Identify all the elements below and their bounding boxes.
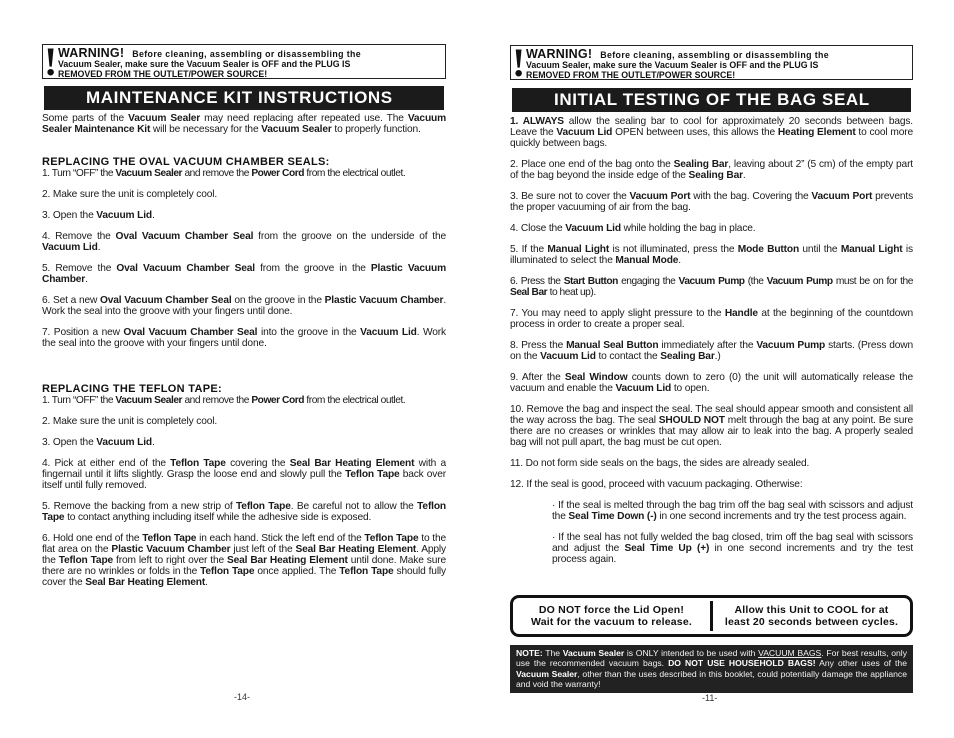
list-item: 4. Pick at either end of the Teflon Tape covering the Seal Bar Heating Element with a fingernail until it lifts slightly. Grasp the loose end and slowly pull the Teflon Tape back over itself until fully removed. <box>42 458 446 491</box>
list-item: · If the seal is melted through the bag trim off the bag seal with scissors and adjust the Seal Time Down (-) in one second increments and try the test process again. <box>552 500 913 522</box>
exclamation-icon: ! <box>512 40 526 85</box>
tape-heading: REPLACING THE TEFLON TAPE: <box>42 383 222 395</box>
list-item: 4. Close the Vacuum Lid while holding the bag in place. <box>510 223 756 234</box>
cooling-caution: Allow this Unit to COOL for at least 20 seconds between cycles. <box>724 604 899 628</box>
list-item: 11. Do not form side seals on the bags, the sides are already sealed. <box>510 458 810 469</box>
maintenance-content <box>42 113 446 145</box>
list-item: 7. Position a new Oval Vacuum Chamber Seal into the groove in the Vacuum Lid. Work the seal into the groove with your fingers until done. <box>42 327 446 349</box>
caution-callout <box>510 595 913 637</box>
warning-box <box>42 39 446 84</box>
list-item: 5. Remove the backing from a new strip of Teflon Tape. Be careful not to allow the Teflon Tape to contact anything including itself while the adhesive side is exposed. <box>42 501 447 523</box>
lid-caution: DO NOT force the Lid Open! Wait for the vacuum to release. <box>530 604 693 628</box>
warning-box <box>510 40 913 85</box>
left-page <box>42 0 446 738</box>
warning-text: WARNING! Before cleaning, assembling or disassembling the Vacuum Sealer, make sure the Vacuum Sealer is OFF and the PLUG IS REMOVED FROM THE OUTLET/POWER SOURCE! <box>58 46 362 79</box>
list-item: 9. After the Seal Window counts down to zero (0) the unit will automatically release the vacuum and enable the Vacuum Lid to open. <box>510 372 914 394</box>
note-label: NOTE: <box>516 648 543 658</box>
list-item: 5. If the Manual Light is not illuminated, press the Mode Button until the Manual Light is illuminated to select the Manual Mode. <box>510 244 913 266</box>
tape-section <box>42 384 446 598</box>
right-page <box>510 0 913 738</box>
warning-heading: WARNING! <box>58 46 125 60</box>
list-item: 3. Open the Vacuum Lid. <box>42 437 155 448</box>
testing-content <box>510 116 913 575</box>
list-item: 7. You may need to apply slight pressure to the Handle at the beginning of the countdown process in order to create a proper seal. <box>510 308 913 330</box>
intro-paragraph: Some parts of the Vacuum Sealer may need replacing after repeated use. The Vacuum Sealer Maintenance Kit will be necessary for the Vacuum Sealer to properly function. <box>42 113 446 135</box>
page-number: -14- <box>234 692 251 702</box>
list-item: 2. Make sure the unit is completely cool. <box>42 416 218 427</box>
page-number: -11- <box>702 693 718 703</box>
list-item: 3. Be sure not to cover the Vacuum Port with the bag. Covering the Vacuum Port prevents the proper vacuuming of air from the bag. <box>510 191 914 213</box>
seals-section <box>42 157 446 359</box>
list-item: 1. Turn “OFF” the Vacuum Sealer and remove the Power Cord from the electrical outlet. <box>42 395 406 406</box>
list-item: 8. Press the Manual Seal Button immediately after the Vacuum Pump starts. (Press down on the Vacuum Lid to contact the Sealing Bar.) <box>510 340 913 362</box>
note-box: NOTE: The Vacuum Sealer is ONLY intended to be used with VACUUM BAGS. For best results, only use the recommended vacuum bags. DO NOT USE HOUSEHOLD BAGS! Any other uses of the Vacuum Sealer, other than the uses described in this booklet, could potentially damage the appliance and void the warranty! <box>510 645 913 693</box>
list-item: 10. Remove the bag and inspect the seal. The seal should appear smooth and consistent all the way across the bag. The seal SHOULD NOT melt through the bag at any point. Be sure there are no creases or wrinkles that may allow air to leak into the bag. A properly sealed bag will not pull apart, the bag must be cut open. <box>510 404 913 448</box>
warning-text: WARNING! Before cleaning, assembling or disassembling the Vacuum Sealer, make sure the Vacuum Sealer is OFF and the PLUG IS REMOVED FROM THE OUTLET/POWER SOURCE! <box>526 47 830 80</box>
seals-heading: REPLACING THE OVAL VACUUM CHAMBER SEALS: <box>42 156 330 168</box>
list-item: 2. Place one end of the bag onto the Sealing Bar, leaving about 2” (5 cm) of the empty part of the bag beyond the inside edge of the Sealing Bar. <box>510 159 913 181</box>
section-title: MAINTENANCE KIT INSTRUCTIONS <box>44 86 444 110</box>
list-item: 6. Press the Start Button engaging the Vacuum Pump (the Vacuum Pump must be on for the Seal Bar to heat up). <box>510 276 913 298</box>
list-item: 5. Remove the Oval Vacuum Chamber Seal from the groove in the Plastic Vacuum Chamber. <box>42 263 446 285</box>
list-item: · If the seal has not fully welded the bag closed, trim off the bag seal with scissors and adjust the Seal Time Up (+) in one second increments and try the test process again. <box>552 532 914 565</box>
list-item: 12. If the seal is good, proceed with vacuum packaging. Otherwise: <box>510 479 803 490</box>
adjustment-bullets <box>510 500 913 565</box>
list-item: 6. Set a new Oval Vacuum Chamber Seal on the groove in the Plastic Vacuum Chamber. Work the seal into the groove with your fingers until done. <box>42 295 446 317</box>
exclamation-icon: ! <box>44 39 58 84</box>
list-item: 3. Open the Vacuum Lid. <box>42 210 155 221</box>
list-item: 6. Hold one end of the Teflon Tape in each hand. Stick the left end of the Teflon Tape to the flat area on the Plastic Vacuum Chamber just left of the Seal Bar Heating Element. Apply the Teflon Tape from left to right over the Seal Bar Heating Element until done. Make sure there are no wrinkles or folds in the Teflon Tape once applied. The Teflon Tape should fully cover the Seal Bar Heating Element. <box>42 533 446 588</box>
list-item: 1. Turn “OFF” the Vacuum Sealer and remove the Power Cord from the electrical outlet. <box>42 168 406 179</box>
warning-heading: WARNING! <box>526 47 593 61</box>
section-title: INITIAL TESTING OF THE BAG SEAL <box>512 88 911 112</box>
list-item: 1. ALWAYS allow the sealing bar to cool for approximately 20 seconds between bags. Leave the Vacuum Lid OPEN between uses, this allows the Heating Element to cool more quickly between bags. <box>510 116 913 149</box>
list-item: 2. Make sure the unit is completely cool. <box>42 189 218 200</box>
list-item: 4. Remove the Oval Vacuum Chamber Seal from the groove on the underside of the Vacuum Lid. <box>42 231 446 253</box>
